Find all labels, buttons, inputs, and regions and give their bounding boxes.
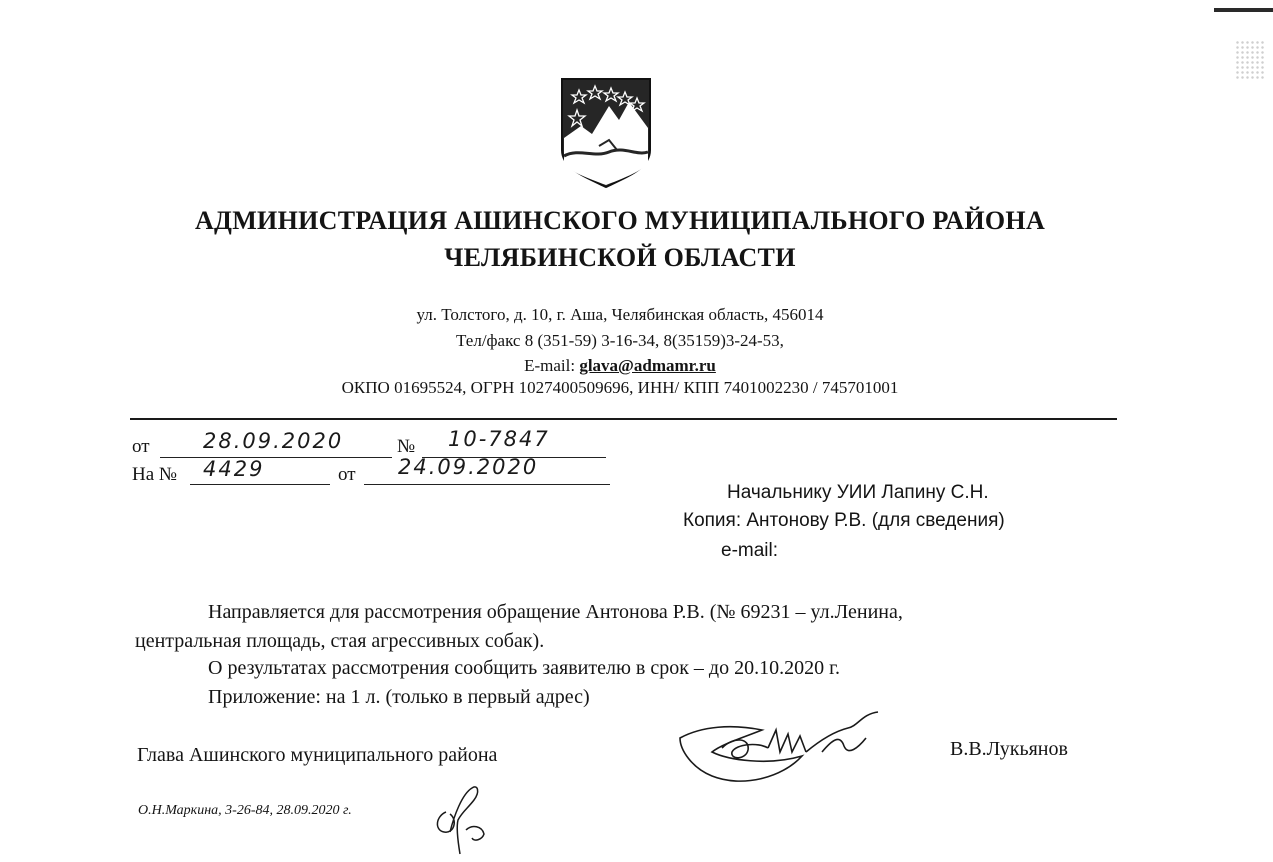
coat-of-arms-emblem (559, 76, 653, 188)
body-paragraph-2: О результатах рассмотрения сообщить заявителю в срок – до 20.10.2020 г. (208, 657, 841, 679)
organization-name-line2: ЧЕЛЯБИНСКОЙ ОБЛАСТИ (444, 243, 796, 272)
from-date-underline (160, 457, 392, 458)
scan-edge-artifact (1214, 8, 1273, 12)
body-paragraph-1-line-2: центральная площадь, стая агрессивных собак). (135, 630, 545, 652)
reply-number-label: На № (132, 464, 178, 485)
recipient-main: Начальнику УИИ Лапину С.Н. (727, 482, 989, 503)
scan-noise-artifact (1235, 40, 1265, 80)
registry-codes: ОКПО 01695524, ОГРН 1027400509696, ИНН/ КПП 7401002230 / 745701001 (341, 378, 899, 397)
reply-date-label: от (338, 464, 356, 485)
outgoing-number-handwritten: 10-7847 (448, 427, 550, 451)
handwritten-signature (672, 708, 887, 790)
body-paragraph-1-line-1: Направляется для рассмотрения обращение Антонова Р.В. (№ 69231 – ул.Ленина, (208, 601, 903, 623)
signer-position: Глава Ашинского муниципального района (137, 744, 498, 766)
number-label: № (397, 436, 416, 457)
executor-info: О.Н.Маркина, 3-26-84, 28.09.2020 г. (138, 803, 352, 818)
header-divider (130, 418, 1117, 420)
recipient-copy: Копия: Антонову Р.В. (для сведения) (683, 510, 1005, 531)
from-date-handwritten: 28.09.2020 (203, 429, 344, 453)
signer-name: В.В.Лукьянов (950, 738, 1068, 760)
attachment-note: Приложение: на 1 л. (только в первый адрес) (208, 686, 590, 708)
executor-initials-signature (428, 782, 498, 858)
email-label: E-mail: (524, 356, 580, 375)
reply-date-handwritten: 24.09.2020 (398, 455, 539, 479)
reply-number-underline (190, 484, 330, 485)
email-line (0, 356, 1240, 376)
recipient-email-label: e-mail: (721, 540, 779, 561)
from-date-label: от (132, 436, 150, 457)
organization-name-line1: АДМИНИСТРАЦИЯ АШИНСКОГО МУНИЦИПАЛЬНОГО РАЙОНА (194, 206, 1046, 235)
reply-number-handwritten: 4429 (203, 457, 265, 481)
phone-fax: Тел/факс 8 (351-59) 3-16-34, 8(35159)3-24-53, (456, 331, 784, 350)
reply-date-underline (364, 484, 610, 485)
email-link[interactable]: glava@admamr.ru (579, 356, 716, 375)
postal-address: ул. Толстого, д. 10, г. Аша, Челябинская область, 456014 (416, 305, 824, 324)
